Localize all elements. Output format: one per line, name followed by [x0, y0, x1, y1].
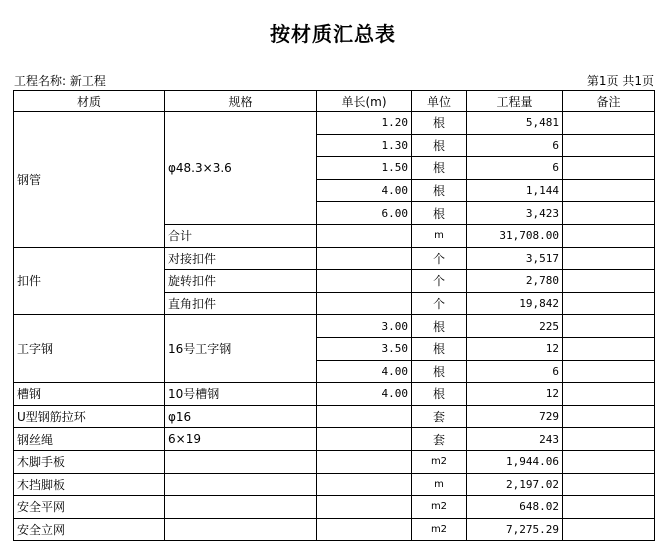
remark-cell [563, 473, 655, 496]
quantity-cell: 7,275.29 [467, 518, 563, 541]
material-cell: 安全平网 [14, 496, 165, 519]
unit-cell: 根 [412, 360, 467, 383]
table-row [14, 247, 655, 270]
unit-cell: m2 [412, 518, 467, 541]
length-cell: 4.00 [317, 383, 412, 406]
col-header-quantity: 工程量 [467, 91, 563, 112]
col-header-length: 单长(m) [317, 91, 412, 112]
quantity-cell: 31,708.00 [467, 224, 563, 247]
remark-cell [563, 157, 655, 180]
remark-cell [563, 134, 655, 157]
table-row [14, 473, 655, 496]
length-cell [317, 473, 412, 496]
quantity-cell: 729 [467, 405, 563, 428]
table-row [14, 450, 655, 473]
col-header-material: 材质 [14, 91, 165, 112]
unit-cell: 根 [412, 112, 467, 135]
project-name: 工程名称: 新工程 [14, 74, 106, 88]
material-cell: 工字钢 [14, 315, 165, 383]
quantity-cell: 3,423 [467, 202, 563, 225]
unit-cell: 根 [412, 202, 467, 225]
quantity-cell: 6 [467, 157, 563, 180]
spec-cell: 直角扣件 [165, 292, 317, 315]
spec-cell [165, 450, 317, 473]
remark-cell [563, 428, 655, 451]
unit-cell: m [412, 224, 467, 247]
spec-cell: 16号工字钢 [165, 315, 317, 383]
material-cell: 钢管 [14, 112, 165, 248]
length-cell: 1.50 [317, 157, 412, 180]
material-cell: 槽钢 [14, 383, 165, 406]
col-header-remark: 备注 [563, 91, 655, 112]
remark-cell [563, 518, 655, 541]
length-cell [317, 247, 412, 270]
unit-cell: m [412, 473, 467, 496]
material-cell: 钢丝绳 [14, 428, 165, 451]
remark-cell [563, 315, 655, 338]
unit-cell: 根 [412, 337, 467, 360]
table-row [14, 428, 655, 451]
material-cell: 扣件 [14, 247, 165, 315]
spec-cell [165, 496, 317, 519]
material-cell: 木脚手板 [14, 450, 165, 473]
table-row [14, 383, 655, 406]
quantity-cell: 648.02 [467, 496, 563, 519]
unit-cell: 个 [412, 292, 467, 315]
unit-cell: 根 [412, 134, 467, 157]
remark-cell [563, 292, 655, 315]
spec-cell: 对接扣件 [165, 247, 317, 270]
remark-cell [563, 337, 655, 360]
remark-cell [563, 450, 655, 473]
remark-cell [563, 224, 655, 247]
spec-cell: φ48.3×3.6 [165, 112, 317, 225]
remark-cell [563, 247, 655, 270]
length-cell [317, 292, 412, 315]
length-cell: 4.00 [317, 360, 412, 383]
summary-table [13, 90, 655, 541]
length-cell [317, 270, 412, 293]
unit-cell: 根 [412, 315, 467, 338]
length-cell [317, 518, 412, 541]
table-row [14, 315, 655, 338]
length-cell: 3.50 [317, 337, 412, 360]
remark-cell [563, 202, 655, 225]
material-cell: 木挡脚板 [14, 473, 165, 496]
unit-cell: 根 [412, 157, 467, 180]
table-row [14, 405, 655, 428]
col-header-unit: 单位 [412, 91, 467, 112]
remark-cell [563, 112, 655, 135]
unit-cell: m2 [412, 496, 467, 519]
length-cell [317, 450, 412, 473]
table-row [14, 112, 655, 135]
spec-cell: 6×19 [165, 428, 317, 451]
quantity-cell: 6 [467, 360, 563, 383]
quantity-cell: 2,197.02 [467, 473, 563, 496]
remark-cell [563, 496, 655, 519]
unit-cell: 根 [412, 383, 467, 406]
length-cell: 1.30 [317, 134, 412, 157]
unit-cell: 套 [412, 405, 467, 428]
remark-cell [563, 405, 655, 428]
length-cell: 6.00 [317, 202, 412, 225]
quantity-cell: 6 [467, 134, 563, 157]
quantity-cell: 12 [467, 383, 563, 406]
quantity-cell: 19,842 [467, 292, 563, 315]
page-info: 第1页 共1页 [586, 74, 654, 88]
quantity-cell: 3,517 [467, 247, 563, 270]
spec-cell: 10号槽钢 [165, 383, 317, 406]
length-cell [317, 428, 412, 451]
length-cell: 3.00 [317, 315, 412, 338]
table-header-row [14, 91, 655, 112]
remark-cell [563, 360, 655, 383]
col-header-spec: 规格 [165, 91, 317, 112]
unit-cell: 个 [412, 247, 467, 270]
spec-cell [165, 473, 317, 496]
material-cell: U型钢筋拉环 [14, 405, 165, 428]
spec-cell [165, 518, 317, 541]
quantity-cell: 1,944.06 [467, 450, 563, 473]
spec-cell: φ16 [165, 405, 317, 428]
length-cell: 1.20 [317, 112, 412, 135]
quantity-cell: 5,481 [467, 112, 563, 135]
unit-cell: 根 [412, 179, 467, 202]
remark-cell [563, 270, 655, 293]
table-row [14, 496, 655, 519]
quantity-cell: 243 [467, 428, 563, 451]
quantity-cell: 2,780 [467, 270, 563, 293]
length-cell [317, 224, 412, 247]
quantity-cell: 225 [467, 315, 563, 338]
material-cell: 安全立网 [14, 518, 165, 541]
quantity-cell: 12 [467, 337, 563, 360]
table-row [14, 518, 655, 541]
length-cell: 4.00 [317, 179, 412, 202]
total-label-cell: 合计 [165, 224, 317, 247]
unit-cell: m2 [412, 450, 467, 473]
quantity-cell: 1,144 [467, 179, 563, 202]
spec-cell: 旋转扣件 [165, 270, 317, 293]
length-cell [317, 496, 412, 519]
remark-cell [563, 179, 655, 202]
remark-cell [563, 383, 655, 406]
page-title: 按材质汇总表 [270, 22, 396, 46]
length-cell [317, 405, 412, 428]
unit-cell: 个 [412, 270, 467, 293]
unit-cell: 套 [412, 428, 467, 451]
